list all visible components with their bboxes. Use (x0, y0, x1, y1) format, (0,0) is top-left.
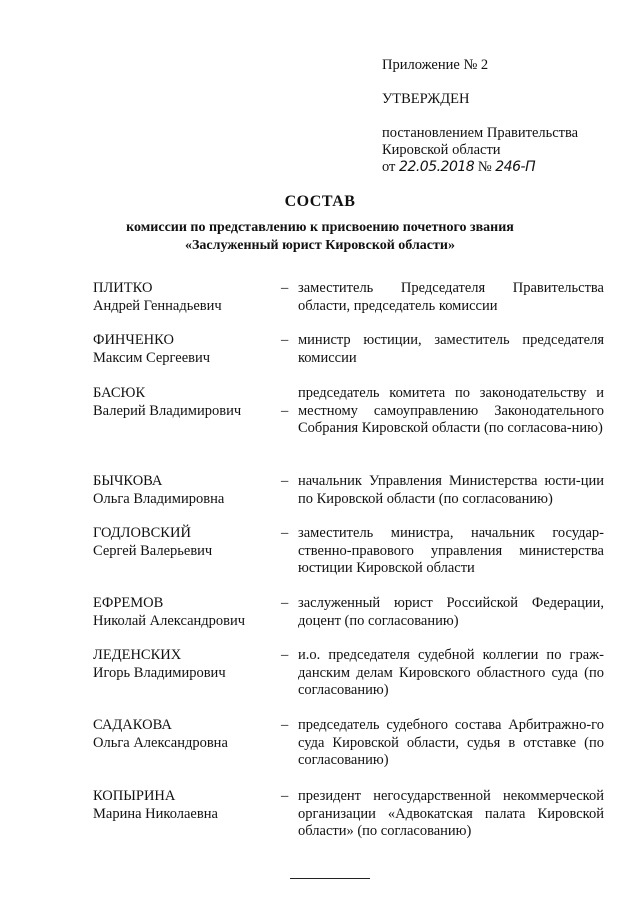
member-surname: САДАКОВА (93, 717, 172, 733)
member-name (93, 525, 278, 560)
member-role: начальник Управления Министерства юсти-ции по Кировской области (по согласованию) (298, 473, 604, 507)
member-role: заслуженный юрист Российской Федерации, доцент (по согласованию) (298, 595, 604, 629)
decree-line-1: постановлением Правительства (382, 125, 579, 141)
dash-separator: – (281, 788, 289, 804)
decree-date-line (382, 159, 622, 176)
end-of-list-rule (290, 878, 370, 879)
member-given-name: Ольга Александровна (93, 734, 228, 751)
approved-stamp-text: УТВЕРЖДЕН (382, 91, 470, 107)
subtitle-line-2: «Заслуженный юрист Кировской области» (185, 238, 455, 253)
member-given-name: Сергей Валерьевич (93, 542, 213, 559)
member-role: и.о. председателя судебной коллегии по граж-данским делам Кировского областного суда (по согласованию) (298, 647, 604, 698)
member-surname: ГОДЛОВСКИЙ (93, 525, 191, 541)
member-role: председатель комитета по законодательству и местному самоуправлению Законодательного Собрания Кировской области (по согласова-нию) (298, 385, 604, 436)
member-name (93, 595, 278, 630)
decree-line-2: Кировской области (382, 142, 501, 158)
member-role: президент негосударственной некоммерческой организации «Адвокатская палата Кировской области» (по согласованию) (298, 788, 604, 839)
member-name (93, 473, 278, 508)
member-given-name: Марина Николаевна (93, 805, 218, 822)
member-given-name: Ольга Владимировна (93, 490, 225, 507)
dash-separator: – (281, 332, 289, 348)
member-role: министр юстиции, заместитель председателя комиссии (298, 332, 604, 366)
dash-separator: – (281, 403, 289, 419)
document-subtitle (40, 219, 600, 255)
subtitle-line-1: комиссии по представлению к присвоению почетного звания (126, 220, 514, 235)
member-name (93, 385, 278, 420)
dash-separator: – (281, 473, 289, 489)
member-surname: ЛЕДЕНСКИХ (93, 647, 182, 663)
approval-header (382, 57, 622, 176)
member-given-name: Андрей Геннадьевич (93, 297, 222, 314)
dash-separator: – (281, 595, 289, 611)
member-role: заместитель Председателя Правительства области, председатель комиссии (298, 280, 604, 314)
document-title: СОСТАВ (284, 193, 356, 210)
dash-separator: – (281, 647, 289, 663)
member-name (93, 717, 278, 752)
dash-separator: – (281, 280, 289, 296)
date-prefix: от (382, 159, 396, 175)
number-prefix: № (477, 159, 492, 175)
member-given-name: Игорь Владимирович (93, 664, 226, 681)
member-surname: ЕФРЕМОВ (93, 595, 164, 611)
member-surname: БЫЧКОВА (93, 473, 163, 489)
member-given-name: Максим Сергеевич (93, 349, 211, 366)
member-name (93, 280, 278, 315)
decree-number-handwritten: 246-П (495, 159, 536, 175)
member-surname: ПЛИТКО (93, 280, 153, 296)
member-given-name: Николай Александрович (93, 612, 246, 629)
decree-date-handwritten: 22.05.2018 (399, 159, 475, 175)
member-role: председатель судебного состава Арбитражно-го суда Кировской области, судья в отставке (по согласованию) (298, 717, 604, 768)
member-role: заместитель министра, начальник государ-ственно-правового управления министерства юстиции Кировской области (298, 525, 604, 576)
member-given-name: Валерий Владимирович (93, 402, 242, 419)
member-name (93, 647, 278, 682)
dash-separator: – (281, 525, 289, 541)
member-surname: КОПЫРИНА (93, 788, 176, 804)
member-name (93, 788, 278, 823)
member-name (93, 332, 278, 367)
dash-separator: – (281, 717, 289, 733)
member-surname: БАСЮК (93, 385, 146, 401)
member-surname: ФИНЧЕНКО (93, 332, 174, 348)
annex-number: Приложение № 2 (382, 57, 489, 73)
